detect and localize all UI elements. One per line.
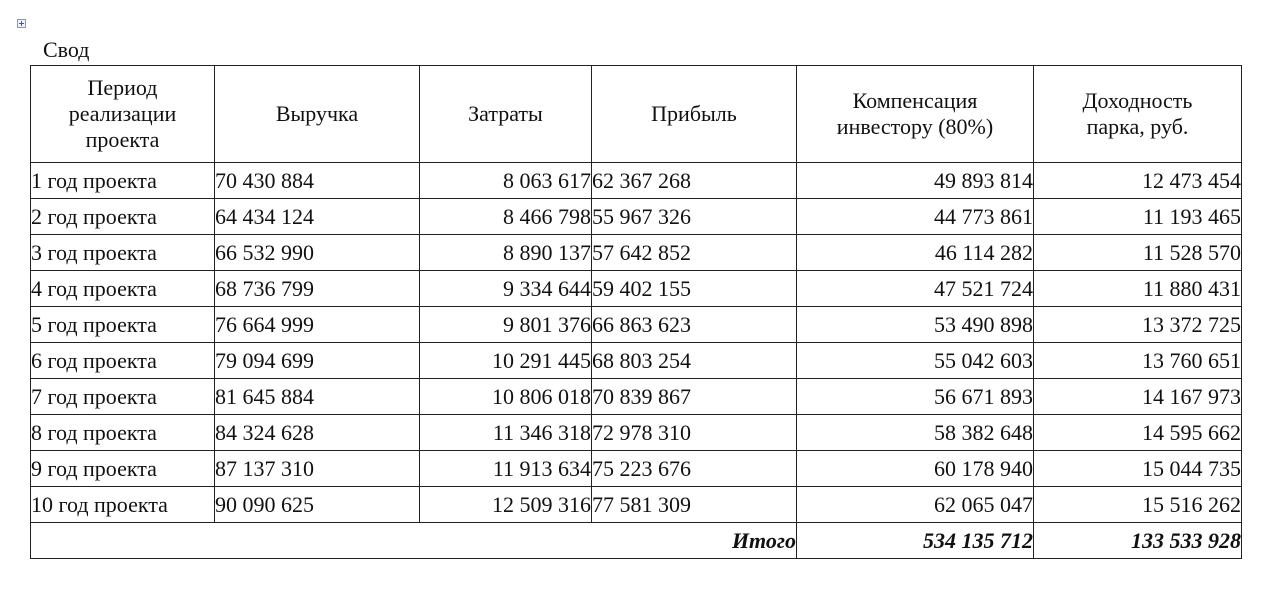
table-row [31,415,1242,451]
cell-costs: 9 334 644 [420,271,592,307]
cell-compensation: 47 521 724 [797,271,1034,307]
cell-profit: 57 642 852 [592,235,797,271]
header-revenue: Выручка [215,66,420,163]
cell-revenue: 90 090 625 [215,487,420,523]
table-caption: Свод [43,37,90,62]
cell-period: 8 год проекта [31,415,215,451]
header-park-profitability: Доходность парка, руб. [1034,66,1242,163]
cell-revenue: 70 430 884 [215,163,420,199]
header-period: Период реализации проекта [31,66,215,163]
cell-revenue: 64 434 124 [215,199,420,235]
cell-costs: 11 346 318 [420,415,592,451]
cell-costs: 10 291 445 [420,343,592,379]
cell-revenue: 66 532 990 [215,235,420,271]
cell-profit: 66 863 623 [592,307,797,343]
cell-profit: 62 367 268 [592,163,797,199]
cell-period: 3 год проекта [31,235,215,271]
table-move-handle-icon[interactable] [17,19,26,28]
table-row [31,235,1242,271]
cell-revenue: 79 094 699 [215,343,420,379]
summary-table [30,65,1242,559]
cell-costs: 9 801 376 [420,307,592,343]
cell-compensation: 62 065 047 [797,487,1034,523]
cell-revenue: 81 645 884 [215,379,420,415]
cell-compensation: 56 671 893 [797,379,1034,415]
cell-profitability: 12 473 454 [1034,163,1242,199]
table-row [31,199,1242,235]
table-header-row [31,66,1242,163]
table-row [31,271,1242,307]
table-row [31,379,1242,415]
cell-profit: 59 402 155 [592,271,797,307]
cell-period: 9 год проекта [31,451,215,487]
table-row [31,451,1242,487]
cell-profit: 70 839 867 [592,379,797,415]
cell-period: 6 год проекта [31,343,215,379]
cell-revenue: 87 137 310 [215,451,420,487]
cell-profitability: 13 760 651 [1034,343,1242,379]
cell-compensation: 49 893 814 [797,163,1034,199]
cell-costs: 8 063 617 [420,163,592,199]
cell-profit: 77 581 309 [592,487,797,523]
total-label: Итого [31,523,797,559]
cell-profit: 75 223 676 [592,451,797,487]
cell-compensation: 53 490 898 [797,307,1034,343]
cell-compensation: 58 382 648 [797,415,1034,451]
cell-costs: 8 890 137 [420,235,592,271]
cell-profitability: 15 516 262 [1034,487,1242,523]
cell-profitability: 13 372 725 [1034,307,1242,343]
cell-revenue: 84 324 628 [215,415,420,451]
table-row [31,343,1242,379]
cell-profit: 55 967 326 [592,199,797,235]
table-row [31,487,1242,523]
cell-profitability: 11 880 431 [1034,271,1242,307]
cell-profitability: 11 528 570 [1034,235,1242,271]
header-costs: Затраты [420,66,592,163]
total-profitability: 133 533 928 [1034,523,1242,559]
cell-revenue: 68 736 799 [215,271,420,307]
total-row [31,523,1242,559]
cell-compensation: 60 178 940 [797,451,1034,487]
total-compensation: 534 135 712 [797,523,1034,559]
cell-profitability: 14 167 973 [1034,379,1242,415]
header-investor-compensation: Компенсация инвестору (80%) [797,66,1034,163]
cell-costs: 11 913 634 [420,451,592,487]
cell-profit: 72 978 310 [592,415,797,451]
cell-costs: 12 509 316 [420,487,592,523]
cell-period: 1 год проекта [31,163,215,199]
cell-profit: 68 803 254 [592,343,797,379]
cell-period: 10 год проекта [31,487,215,523]
cell-compensation: 44 773 861 [797,199,1034,235]
cell-period: 2 год проекта [31,199,215,235]
cell-profitability: 14 595 662 [1034,415,1242,451]
header-profit: Прибыль [592,66,797,163]
table-row [31,307,1242,343]
cell-period: 7 год проекта [31,379,215,415]
cell-costs: 10 806 018 [420,379,592,415]
cell-period: 4 год проекта [31,271,215,307]
cell-revenue: 76 664 999 [215,307,420,343]
cell-profitability: 15 044 735 [1034,451,1242,487]
table-row [31,163,1242,199]
cell-compensation: 55 042 603 [797,343,1034,379]
cell-profitability: 11 193 465 [1034,199,1242,235]
cell-costs: 8 466 798 [420,199,592,235]
cell-period: 5 год проекта [31,307,215,343]
cell-compensation: 46 114 282 [797,235,1034,271]
